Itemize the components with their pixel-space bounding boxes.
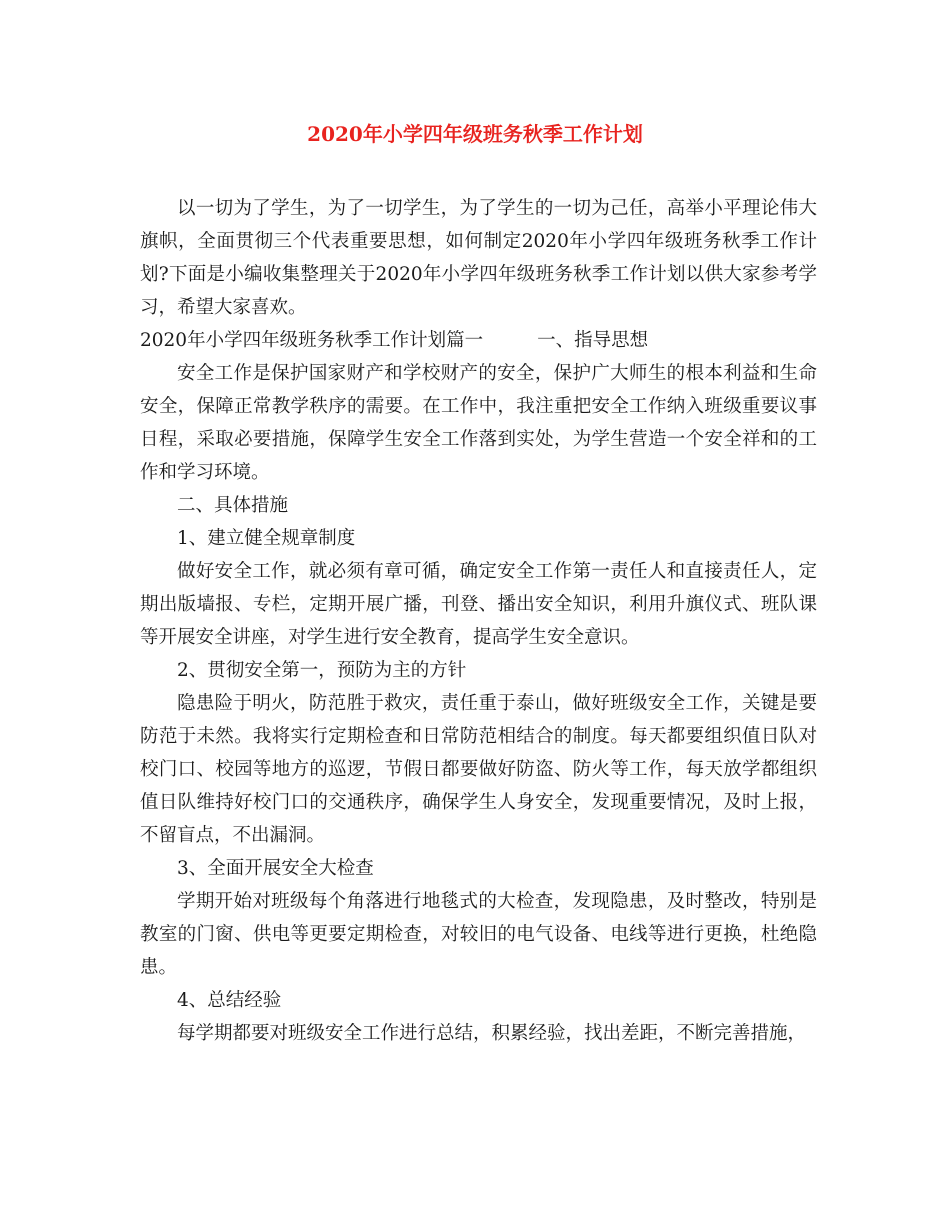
document-body bbox=[140, 192, 817, 1050]
item4-paragraph: 每学期都要对班级安全工作进行总结，积累经验，找出差距，不断完善措施， bbox=[177, 1023, 807, 1044]
item4-heading: 4、总结经验 bbox=[177, 990, 282, 1011]
section2-heading: 二、具体措施 bbox=[177, 495, 289, 516]
document-title: 2020年小学四年级班务秋季工作计划 bbox=[307, 122, 643, 146]
item2-paragraph: 隐患险于明火，防范胜于救灾，责任重于泰山，做好班级安全工作，关键是要防范于未然。我将实行定期检查和日常防范相结合的制度。每天都要组织值日队对校门口、校园等地方的巡逻，节假日都要做好防盗、防火等工作，每天放学都组织值日队维持好校门口的交通秩序，确保学生人身安全，发现重要情况，及时上报，不留盲点，不出漏洞。 bbox=[140, 693, 817, 846]
item1-heading: 1、建立健全规章制度 bbox=[177, 528, 356, 549]
section1-paragraph: 安全工作是保护国家财产和学校财产的安全，保护广大师生的根本利益和生命安全，保障正常教学秩序的需要。在工作中，我注重把安全工作纳入班级重要议事日程，采取必要措施，保障学生安全工作落到实处，为学生营造一个安全祥和的工作和学习环境。 bbox=[140, 363, 817, 483]
item3-heading: 3、全面开展安全大检查 bbox=[177, 858, 374, 879]
item1-paragraph: 做好安全工作，就必须有章可循，确定安全工作第一责任人和直接责任人，定期出版墙报、专栏，定期开展广播，刊登、播出安全知识，利用升旗仪式、班队课等开展安全讲座，对学生进行安全教育，提高学生安全意识。 bbox=[140, 561, 817, 648]
section1-heading: 一、指导思想 bbox=[537, 330, 649, 351]
intro-paragraph: 以一切为了学生，为了一切学生，为了学生的一切为己任，高举小平理论伟大旗帜，全面贯彻三个代表重要思想，如何制定2020年小学四年级班务秋季工作计划?下面是小编收集整理关于2020年小学四年级班务秋季工作计划以供大家参考学习，希望大家喜欢。 bbox=[140, 198, 817, 318]
part-heading-line bbox=[140, 324, 817, 357]
item2-heading: 2、贯彻安全第一，预防为主的方针 bbox=[177, 660, 467, 681]
part-heading: 2020年小学四年级班务秋季工作计划篇一 bbox=[140, 330, 484, 351]
item3-paragraph: 学期开始对班级每个角落进行地毯式的大检查，发现隐患，及时整改，特别是教室的门窗、供电等更要定期检查，对较旧的电气设备、电线等进行更换，杜绝隐患。 bbox=[140, 891, 817, 978]
